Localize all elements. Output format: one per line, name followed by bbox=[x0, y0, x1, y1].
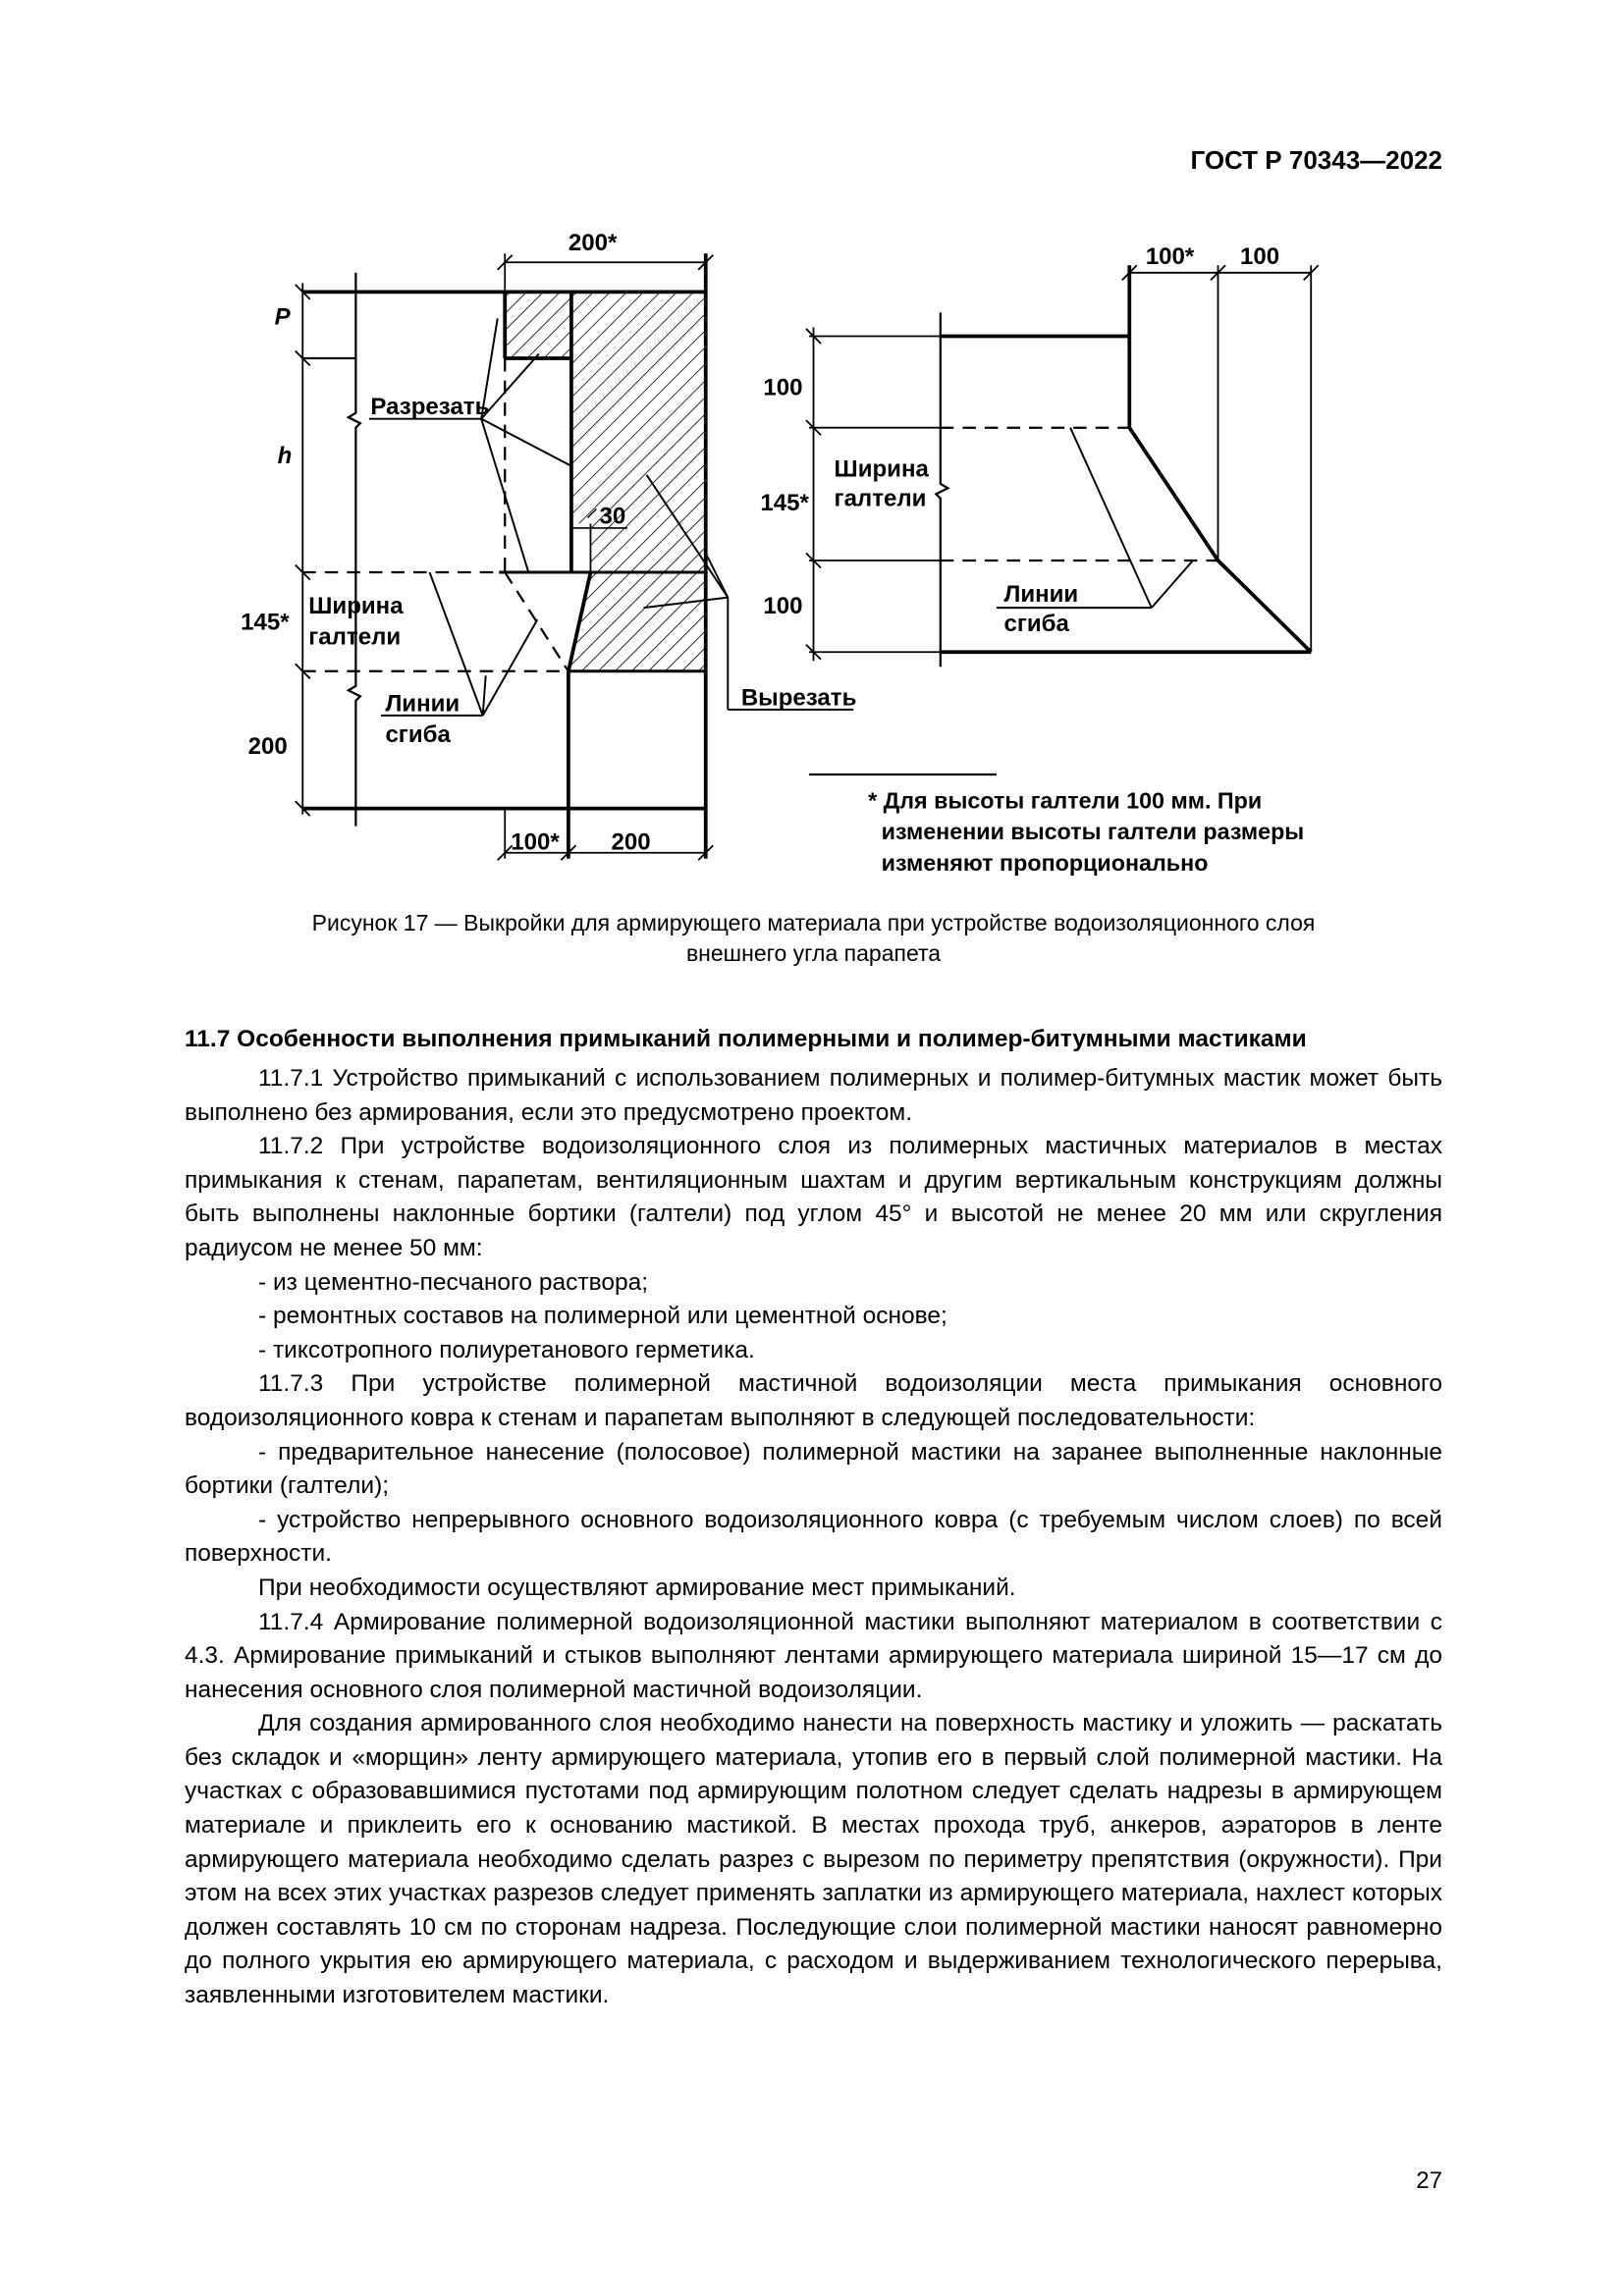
dim-145-star: 145* bbox=[241, 609, 290, 636]
right-pattern-labels bbox=[760, 243, 1304, 876]
left-pattern-drawing bbox=[296, 253, 853, 860]
footnote-line-2: изменении высоты галтели размеры bbox=[881, 819, 1305, 845]
dim-200-star: 200* bbox=[568, 230, 618, 257]
list-item: - ремонтных составов на полимерной или цементной основе; bbox=[258, 1303, 947, 1330]
figure-17 bbox=[0, 221, 1624, 885]
dim-100-right: 100 bbox=[1240, 242, 1280, 270]
label-width-2-right: галтели bbox=[834, 485, 927, 512]
dim-200-bottom: 200 bbox=[611, 828, 651, 856]
dim-145-star-right: 145* bbox=[760, 489, 809, 516]
list-item: - тиксотропного полиуретанового герметика. bbox=[258, 1336, 755, 1363]
label-fold-2: сгиба bbox=[385, 721, 451, 748]
list-item: - устройство непрерывного основного водоизоляционного ковра (с требуемым числом слоев) по всей поверхности. bbox=[185, 1506, 1442, 1568]
right-pattern-drawing bbox=[806, 265, 1319, 774]
paragraph: 11.7.4 Армирование полимерной водоизоляционной мастики выполняют материалом в соответствии с 4.3. Армирование примыканий и стыков выполняют лентами армирующего материала шириной 15—17 см до нанесения основного слоя полимерной мастичной водоизоляции. bbox=[185, 1608, 1442, 1703]
list-item: - предварительное нанесение (полосовое) полимерной мастики на заранее выполненные наклонные бортики (галтели); bbox=[185, 1438, 1442, 1500]
document-id: ГОСТ Р 70343—2022 bbox=[1190, 145, 1442, 175]
label-width-1: Ширина bbox=[308, 593, 404, 620]
footnote-line-1: * Для высоты галтели 100 мм. При bbox=[868, 787, 1263, 814]
paragraph: 11.7.3 При устройстве полимерной мастичной водоизоляции места примыкания основного водоизоляционного ковра к стенам и парапетам выполняют в следующей последовательности: bbox=[185, 1370, 1442, 1431]
section-heading: 11.7 Особенности выполнения примыканий полимерными и полимер-битумными мастиками bbox=[185, 1026, 1307, 1052]
section-11-7 bbox=[185, 1024, 1442, 2013]
dim-30: 30 bbox=[599, 503, 626, 530]
paragraph: При необходимости осуществляют армирование мест примыканий. bbox=[258, 1574, 1016, 1601]
dim-100-a: 100 bbox=[763, 374, 803, 401]
dim-h: h bbox=[277, 442, 293, 469]
caption-line-2: внешнего угла парапета bbox=[685, 940, 942, 966]
dim-200: 200 bbox=[247, 732, 288, 760]
label-fold-2-right: сгиба bbox=[1003, 611, 1069, 638]
label-cutout: Вырезать bbox=[740, 684, 857, 712]
dim-100-star-right: 100* bbox=[1145, 242, 1195, 270]
label-cut: Разрезать bbox=[370, 394, 490, 421]
paragraph: 11.7.2 При устройстве водоизоляционного слоя из полимерных мастичных материалов в местах примыкания к стенам, парапетам, вентиляционным шахтам и другим вертикальным конструкциям должны быть выполнены наклонные бортики (галтели) под углом 45° и высотой не менее 20 мм или скругления радиусом не менее 50 мм: bbox=[185, 1133, 1442, 1261]
dim-100-b: 100 bbox=[763, 593, 803, 620]
figure-caption bbox=[185, 908, 1442, 969]
label-width-2: галтели bbox=[308, 623, 402, 651]
page-number: 27 bbox=[1416, 2167, 1442, 2194]
label-fold-1-right: Линии bbox=[1003, 581, 1079, 609]
paragraph: Для создания армированного слоя необходимо нанести на поверхность мастику и уложить — раскатать без складок и «морщин» ленту армирующего материала, утопив его в первый слой полимерной мастики. На участках с образовавшимися пустотами под армирующим полотном следует сделать надрезы в армирующем материале и приклеить его к основанию мастикой. В местах прохода труб, анкеров, аэраторов в ленте армирующего материала необходимо сделать разрез с вырезом по периметру препятствия (окружности). При этом на всех этих участках разрезов следует применять заплатки из армирующего материала, нахлест которых должен составлять 10 см по сторонам надреза. Последующие слои полимерной мастики наносят равномерно до полного укрытия ею армирующего материала, с расходом и выдерживанием технологического перерыва, заявленными изготовителем мастики. bbox=[185, 1710, 1442, 2009]
label-width-1-right: Ширина bbox=[834, 455, 929, 483]
paragraph: 11.7.1 Устройство примыканий с использованием полимерных и полимер-битумных мастик может быть выполнено без армирования, если это предусмотрено проектом. bbox=[185, 1065, 1442, 1126]
list-item: - из цементно-песчаного раствора; bbox=[258, 1268, 649, 1296]
label-fold-1: Линии bbox=[385, 690, 460, 718]
footnote-line-3: изменяют пропорционально bbox=[881, 849, 1209, 876]
caption-line-1: Рисунок 17 — Выкройки для армирующего материала при устройстве водоизоляционного слоя bbox=[311, 910, 1316, 935]
dim-100-star: 100* bbox=[511, 828, 560, 856]
dim-p: P bbox=[274, 303, 291, 331]
